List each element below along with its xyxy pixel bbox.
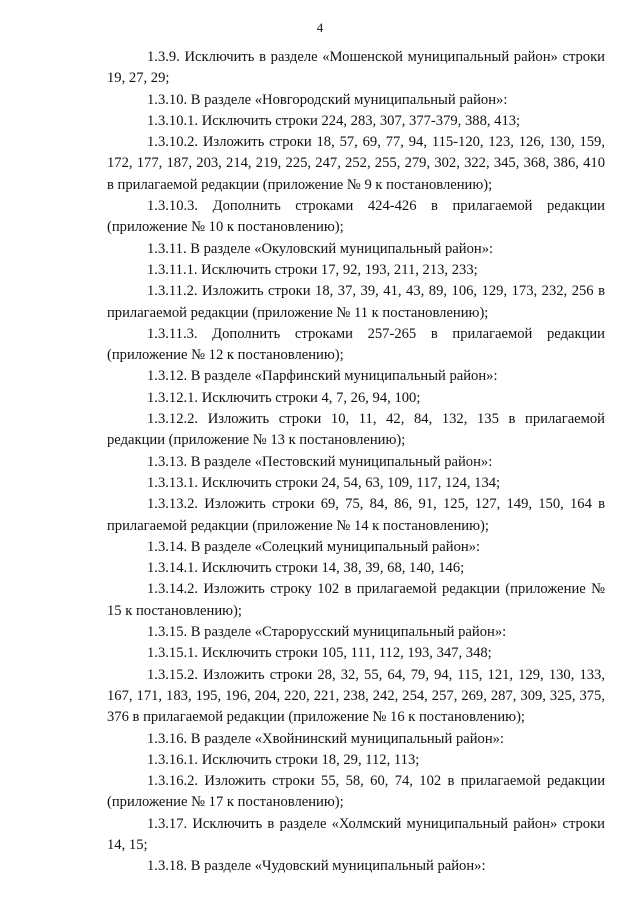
paragraph-1-3-10: 1.3.10. В разделе «Новгородский муниципальный район»:	[147, 91, 508, 108]
paragraph-1-3-10-1: 1.3.10.1. Исключить строки 224, 283, 307, 377-379, 388, 413;	[147, 112, 521, 129]
paragraph-1-3-12-2: 1.3.12.2. Изложить строки 10, 11, 42, 84, 132, 135 в прилагаемой редакции (приложение № 13 к постановлению);	[107, 411, 605, 449]
page-number: 4	[316, 20, 324, 35]
paragraph-1-3-12: 1.3.12. В разделе «Парфинский муниципальный район»:	[147, 368, 498, 385]
paragraph-1-3-15-1: 1.3.15.1. Исключить строки 105, 111, 112, 193, 347, 348;	[147, 645, 492, 662]
paragraph-1-3-10-2: 1.3.10.2. Изложить строки 18, 57, 69, 77, 94, 115-120, 123, 126, 130, 159, 172, 177, 187, 203, 214, 219, 225, 247, 252, 255, 279, 302, 322, 345, 368, 386, 410 в прилагаемой редакции (приложение № 9 к постановлению);	[107, 134, 605, 193]
paragraph-1-3-16-2: 1.3.16.2. Изложить строки 55, 58, 60, 74, 102 в прилагаемой редакции (приложение № 17 к постановлению);	[107, 773, 605, 811]
paragraph-1-3-14-2: 1.3.14.2. Изложить строку 102 в прилагаемой редакции (приложение № 15 к постановлению);	[107, 581, 605, 619]
paragraph-1-3-12-1: 1.3.12.1. Исключить строки 4, 7, 26, 94, 100;	[147, 389, 421, 406]
paragraph-1-3-18: 1.3.18. В разделе «Чудовский муниципальный район»:	[147, 858, 486, 875]
paragraph-1-3-11-1: 1.3.11.1. Исключить строки 17, 92, 193, 211, 213, 233;	[147, 261, 478, 278]
paragraph-1-3-15-2: 1.3.15.2. Изложить строки 28, 32, 55, 64, 79, 94, 115, 121, 129, 130, 133, 167, 171, 183, 195, 196, 204, 220, 221, 238, 242, 254, 257, 269, 287, 309, 325, 375, 376 в прилагаемой редакции (приложение № 16 к постановлению);	[107, 666, 605, 726]
paragraph-1-3-13-1: 1.3.13.1. Исключить строки 24, 54, 63, 109, 117, 124, 134;	[147, 474, 501, 491]
paragraph-1-3-14-1: 1.3.14.1. Исключить строки 14, 38, 39, 68, 140, 146;	[147, 560, 465, 577]
paragraph-1-3-11-2: 1.3.11.2. Изложить строки 18, 37, 39, 41, 43, 89, 106, 129, 173, 232, 256 в прилагаемой редакции (приложение № 11 к постановлению);	[107, 283, 605, 321]
paragraph-1-3-14: 1.3.14. В разделе «Солецкий муниципальный район»:	[147, 538, 481, 555]
paragraph-1-3-10-3: 1.3.10.3. Дополнить строками 424-426 в прилагаемой редакции (приложение № 10 к постановлению);	[107, 198, 605, 236]
paragraph-1-3-13-2: 1.3.13.2. Изложить строки 69, 75, 84, 86, 91, 125, 127, 149, 150, 164 в прилагаемой редакции (приложение № 14 к постановлению);	[107, 496, 605, 534]
paragraph-1-3-16: 1.3.16. В разделе «Хвойнинский муниципальный район»:	[147, 730, 504, 747]
paragraph-1-3-13: 1.3.13. В разделе «Пестовский муниципальный район»:	[147, 453, 493, 470]
paragraph-1-3-9: 1.3.9. Исключить в разделе «Мошенской муниципальный район» строки 19, 27, 29;	[107, 49, 605, 87]
document-body	[107, 47, 605, 878]
paragraph-1-3-11-3: 1.3.11.3. Дополнить строками 257-265 в прилагаемой редакции (приложение № 12 к постановлению);	[107, 325, 605, 364]
paragraph-1-3-11: 1.3.11. В разделе «Окуловский муниципальный район»:	[147, 240, 494, 257]
paragraph-1-3-17: 1.3.17. Исключить в разделе «Холмский муниципальный район» строки 14, 15;	[107, 815, 605, 853]
paragraph-1-3-15: 1.3.15. В разделе «Старорусский муниципальный район»:	[147, 624, 507, 641]
paragraph-1-3-16-1: 1.3.16.1. Исключить строки 18, 29, 112, 113;	[147, 751, 420, 768]
